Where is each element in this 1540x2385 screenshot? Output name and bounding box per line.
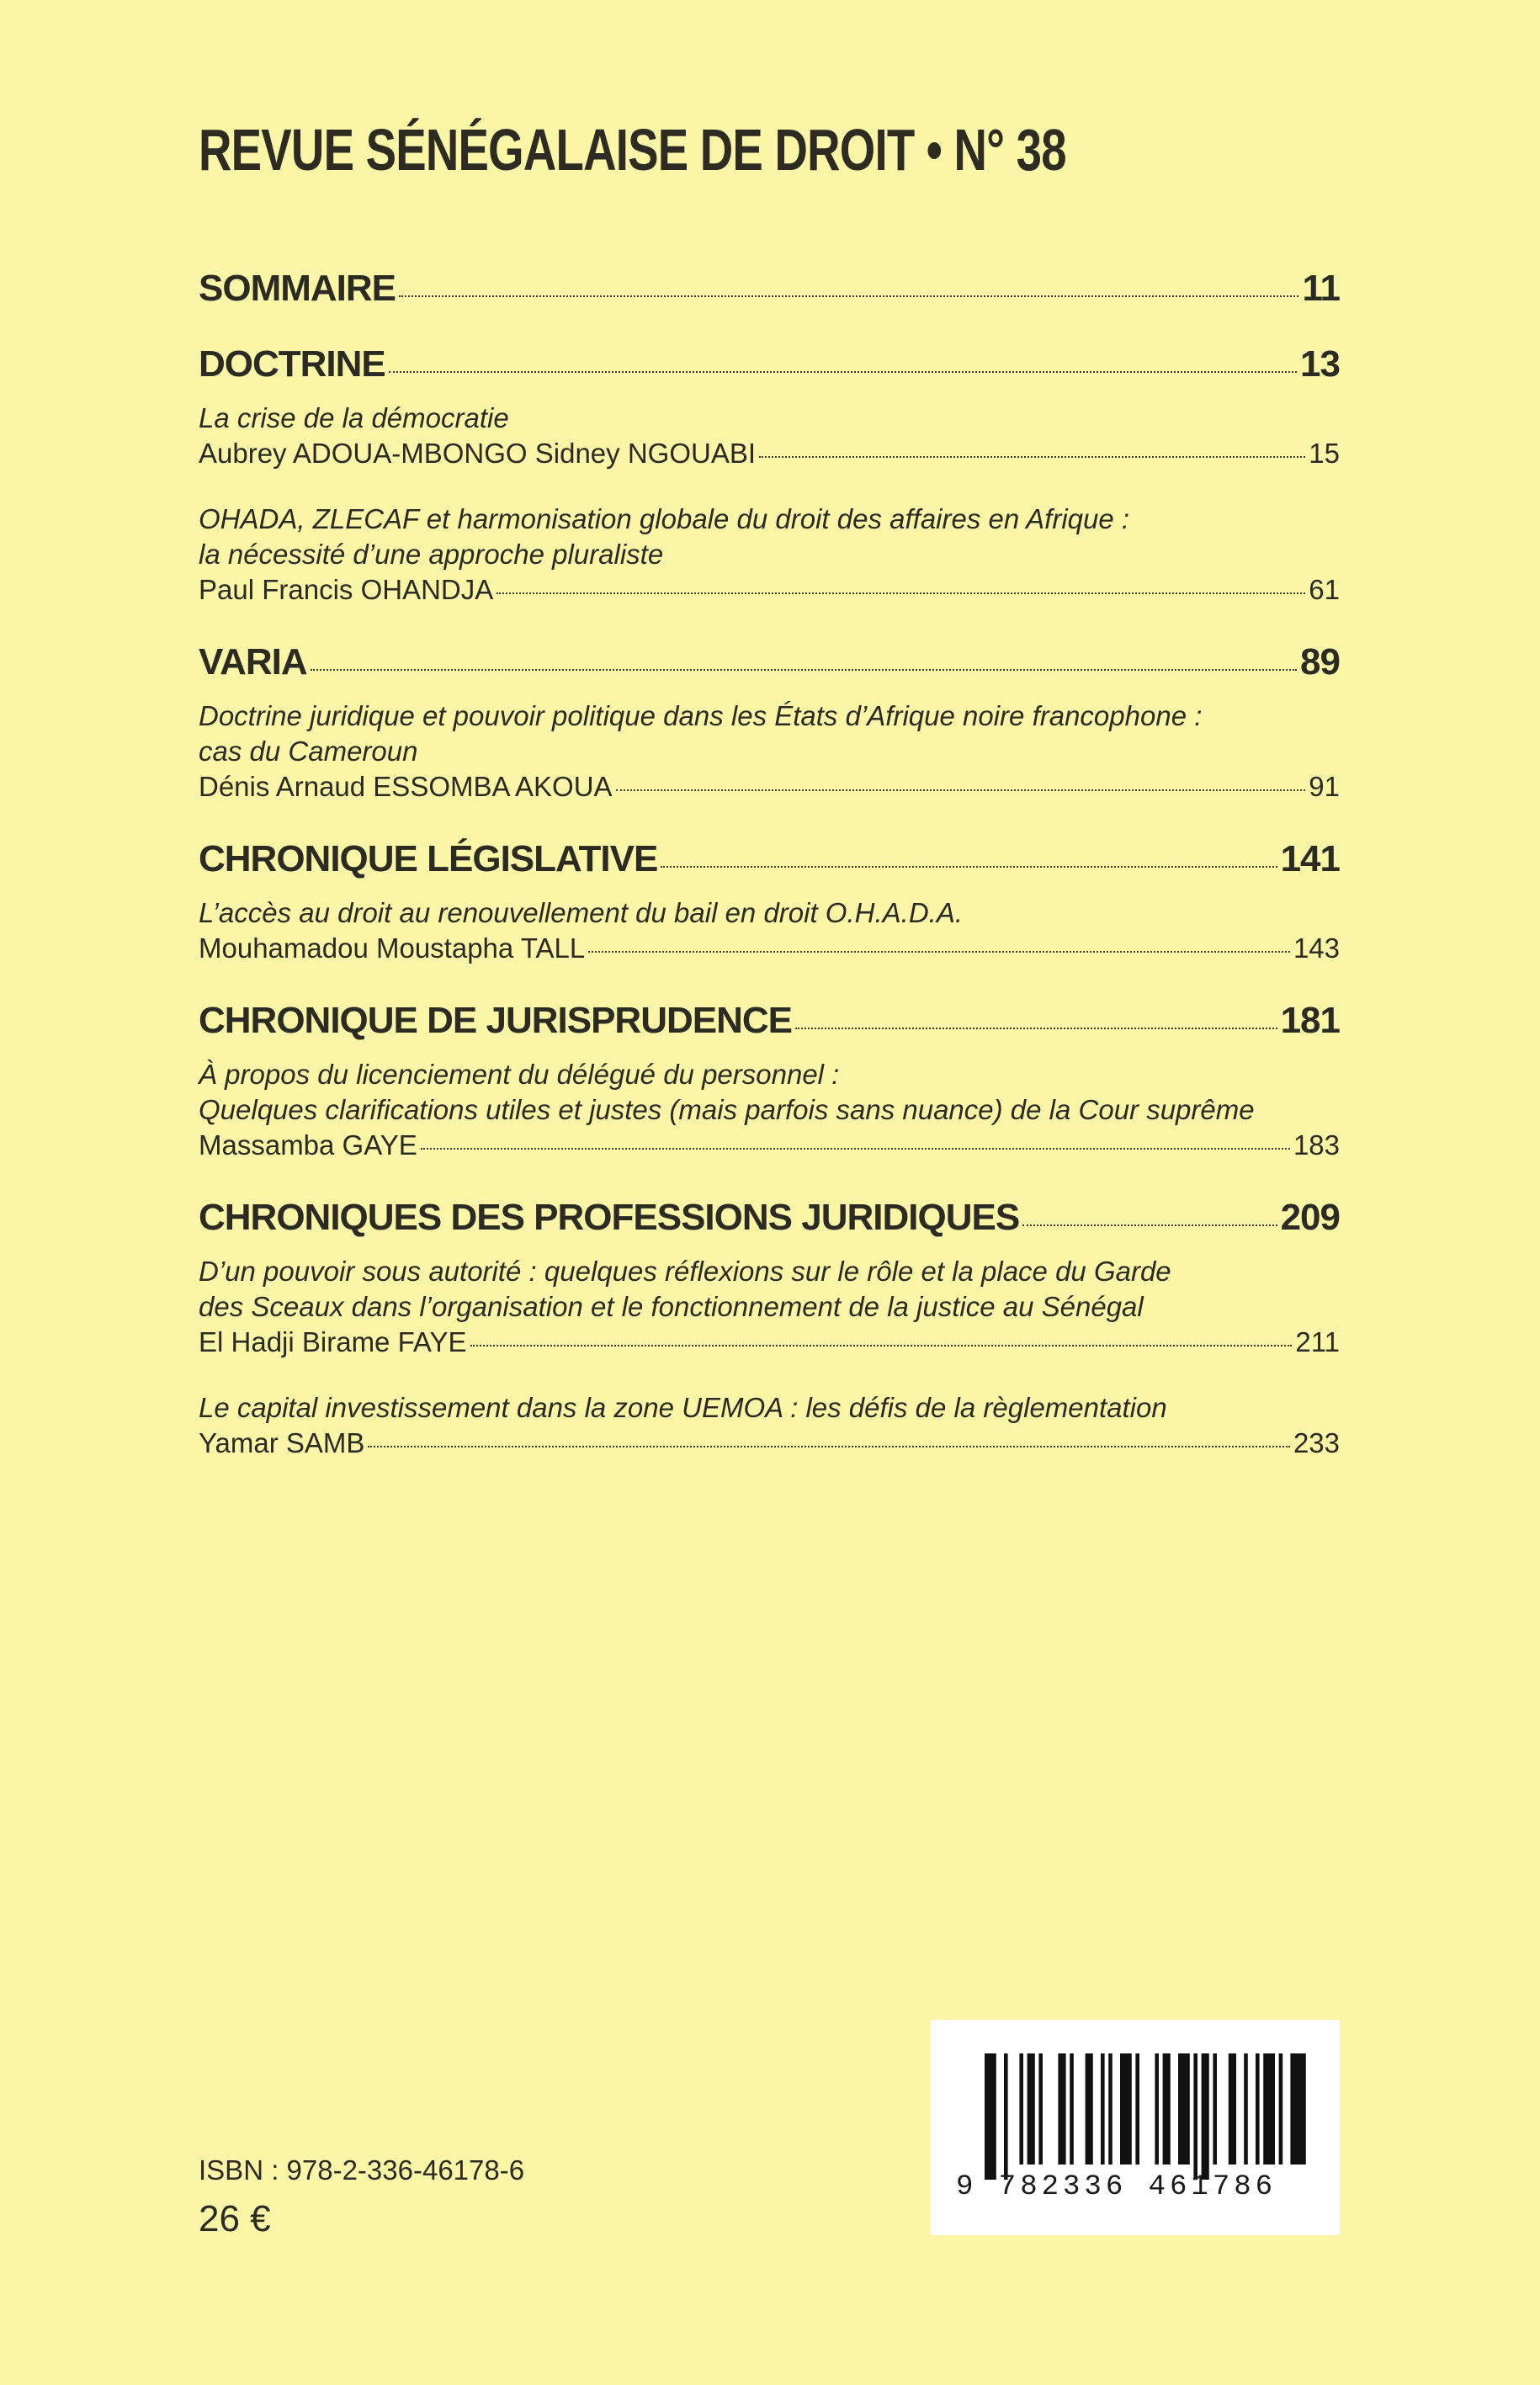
barcode-bar <box>1086 2053 1093 2165</box>
barcode-bar <box>1120 2053 1132 2165</box>
section-label: CHRONIQUE DE JURISPRUDENCE <box>199 1000 792 1041</box>
article-title: Le capital investissement dans la zone UEMOA : les défis de la règlementation <box>199 1392 1167 1423</box>
article-author-row <box>199 1128 1340 1163</box>
article-page: 143 <box>1293 932 1340 964</box>
barcode-bar <box>1193 2053 1197 2180</box>
article-author-row <box>199 769 1340 805</box>
section-label: CHRONIQUES DES PROFESSIONS JURIDIQUES <box>199 1197 1020 1238</box>
dot-leader <box>311 669 1297 671</box>
article-entry <box>199 502 1340 608</box>
barcode-bar <box>1202 2053 1209 2180</box>
barcode-bar <box>1256 2053 1260 2165</box>
dot-leader <box>759 456 1305 458</box>
dot-leader <box>1022 1224 1277 1226</box>
article-title: OHADA, ZLECAF et harmonisation globale du droit des affaires en Afrique : <box>199 503 1130 534</box>
article-author: Massamba GAYE <box>199 1129 417 1161</box>
dot-leader <box>421 1148 1290 1150</box>
section-label: DOCTRINE <box>199 343 385 385</box>
section-page: 13 <box>1300 343 1340 385</box>
article-page: 233 <box>1293 1427 1340 1458</box>
barcode-bar <box>985 2053 996 2180</box>
article-title: À propos du licenciement du délégué du personnel : <box>199 1059 840 1090</box>
article-author-row <box>199 572 1340 608</box>
barcode-bar <box>1290 2053 1305 2165</box>
barcode-bar <box>1028 2053 1035 2165</box>
article-author-row <box>199 1325 1340 1360</box>
barcode-bar <box>1279 2053 1283 2165</box>
article-entry <box>199 401 1340 471</box>
dot-leader <box>616 789 1306 791</box>
barcode <box>931 2020 1340 2235</box>
barcode-bar <box>1019 2053 1023 2165</box>
article-entry <box>199 1057 1340 1163</box>
article-page: 211 <box>1295 1326 1340 1357</box>
section-label: VARIA <box>199 641 307 683</box>
section-page: 209 <box>1280 1197 1340 1238</box>
section-heading <box>199 641 1340 683</box>
article-page: 183 <box>1293 1129 1340 1161</box>
article-entry <box>199 895 1340 966</box>
barcode-bar <box>1135 2053 1139 2165</box>
article-title: la nécessité d’une approche pluraliste <box>199 539 664 570</box>
barcode-bar <box>1244 2053 1248 2165</box>
article-author-row <box>199 1426 1340 1461</box>
section-page: 89 <box>1300 641 1340 683</box>
dot-leader <box>399 295 1298 297</box>
article-title: des Sceaux dans l’organisation et le fonctionnement de la justice au Sénégal <box>199 1291 1144 1322</box>
barcode-bar <box>1108 2053 1113 2165</box>
article-author-row <box>199 931 1340 966</box>
section-label: CHRONIQUE LÉGISLATIVE <box>199 838 658 879</box>
article-title: Quelques clarifications utiles et justes (mais parfois sans nuance) de la Cour suprême <box>199 1094 1255 1125</box>
barcode-bar <box>1178 2053 1190 2165</box>
article-title: L’accès au droit au renouvellement du bail en droit O.H.A.D.A. <box>199 897 963 928</box>
dot-leader <box>368 1446 1290 1447</box>
barcode-bar <box>1070 2053 1074 2165</box>
article-title: cas du Cameroun <box>199 736 418 767</box>
dot-leader <box>661 866 1277 868</box>
barcode-bar <box>1263 2053 1275 2165</box>
barcode-bar <box>1004 2053 1008 2180</box>
price: 26 € <box>199 2198 271 2239</box>
article-author: Paul Francis OHANDJA <box>199 574 494 605</box>
section-heading <box>199 838 1340 880</box>
section-heading <box>199 1000 1340 1042</box>
journal-title: REVUE SÉNÉGALAISE DE DROIT • N° 38 <box>199 117 1066 183</box>
article-author: El Hadji Birame FAYE <box>199 1326 467 1357</box>
barcode-bar <box>1213 2053 1217 2165</box>
section-page: 181 <box>1280 1000 1340 1041</box>
article-entry <box>199 1390 1340 1461</box>
article-author: Mouhamadou Moustapha TALL <box>199 932 586 964</box>
dot-leader <box>497 592 1305 594</box>
article-page: 91 <box>1309 771 1340 802</box>
barcode-digits: 9 782336 461786 <box>956 2171 1277 2203</box>
article-author: Yamar SAMB <box>199 1427 365 1458</box>
section-heading <box>199 343 1340 385</box>
barcode-bar <box>1101 2053 1105 2165</box>
barcode-bar <box>1155 2053 1159 2165</box>
article-page: 15 <box>1309 438 1340 469</box>
article-title: Doctrine juridique et pouvoir politique dans les États d’Afrique noire francophone : <box>199 700 1203 731</box>
dot-leader <box>588 951 1290 953</box>
barcode-bar <box>1038 2053 1043 2165</box>
section-heading <box>199 268 1340 310</box>
dot-leader <box>470 1345 1293 1347</box>
article-page: 61 <box>1309 574 1340 605</box>
barcode-bar <box>1229 2053 1236 2165</box>
article-title: D’un pouvoir sous autorité : quelques réflexions sur le rôle et la place du Garde <box>199 1256 1171 1287</box>
barcode-bar <box>1058 2053 1065 2165</box>
barcode-bar <box>1163 2053 1171 2165</box>
section-label: SOMMAIRE <box>199 268 396 309</box>
section-page: 11 <box>1302 268 1340 309</box>
section-page: 141 <box>1280 838 1340 879</box>
article-entry <box>199 1254 1340 1360</box>
isbn: ISBN : 978-2-336-46178-6 <box>199 2154 525 2186</box>
article-author: Aubrey ADOUA-MBONGO Sidney NGOUABI <box>199 438 757 469</box>
article-author: Dénis Arnaud ESSOMBA AKOUA <box>199 771 613 802</box>
table-of-contents <box>199 268 1340 1461</box>
article-author-row <box>199 436 1340 471</box>
dot-leader <box>389 371 1297 373</box>
dot-leader <box>795 1028 1277 1029</box>
article-entry <box>199 699 1340 805</box>
section-heading <box>199 1197 1340 1239</box>
article-title: La crise de la démocratie <box>199 402 509 433</box>
